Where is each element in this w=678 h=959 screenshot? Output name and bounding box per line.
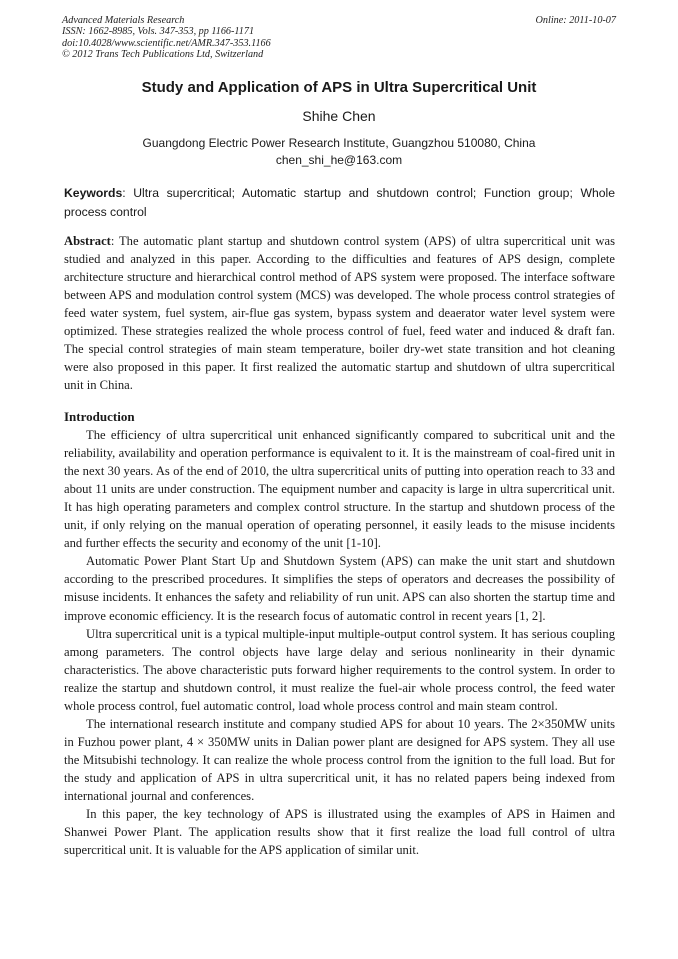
introduction-section [64, 408, 615, 859]
intro-paragraph: In this paper, the key technology of APS is illustrated using the examples of APS in Haimen and Shanwei Power Plant. The application results show that it first realize the load full control of ultra supercritical unit. It is valuable for the APS application of similar unit. [64, 807, 615, 858]
keywords [64, 184, 615, 221]
intro-paragraph: Automatic Power Plant Start Up and Shutdown System (APS) can make the unit start and shutdown according to the prescribed procedures. It simplifies the steps of operators and decreases the possibility of misuse incidents. It enhances the safety and reliability of run unit. APS can also shorten the startup time and improve economic efficiency. It is the research focus of automatic control in recent years [1, 2]. [64, 554, 615, 623]
journal-name: Advanced Materials Research [62, 15, 185, 26]
intro-paragraph: The international research institute and company studied APS for about 10 years. The 2×350MW units in Fuzhou power plant, 4 × 350MW units in Dalian power plant are designed for APS system. They all use the Mitsubishi technology. It can realize the whole process control from the ignition to the full load. But for the study and application of APS in ultra supercritical unit, it has no related papers being indexed from international journal and conferences. [64, 716, 615, 803]
abstract-text: : The automatic plant startup and shutdown control system (APS) of ultra supercritical unit was studied and analyzed in this paper. According to the difficulties and features of APS design, complete architecture structure and hierarchical control method of APS system were proposed. The interface software between APS and modulation control system (MCS) was developed. The whole process control strategies of feed water system, fuel system, air-flue gas system, bypass system and deaerator water level system were optimized. These strategies realized the whole process control of fuel, feed water and induced & draft fan. The special control strategies of main steam temperature, boiler dry-wet state transition and hot cleaning were also proposed in this paper. It first realized the automatic startup and shutdown of ultra supercritical unit in China. [64, 234, 615, 393]
journal-header [62, 15, 616, 61]
copyright-line: © 2012 Trans Tech Publications Ltd, Switzerland [62, 49, 264, 61]
online-date: Online: 2011-10-07 [535, 15, 616, 26]
affiliation: Guangdong Electric Power Research Institute, Guangzhou 510080, China [142, 136, 536, 150]
affiliation-block [0, 135, 678, 169]
abstract [64, 232, 615, 394]
keywords-label: Keywords [64, 186, 123, 200]
doi-line: doi:10.4028/www.scientific.net/AMR.347-353.1166 [62, 37, 271, 49]
author-name: Shihe Chen [302, 108, 376, 124]
author-email: chen_shi_he@163.com [275, 153, 403, 167]
keywords-text: : Ultra supercritical; Automatic startup and shutdown control; Function group; Whole process control [64, 186, 615, 219]
abstract-label: Abstract [64, 234, 111, 248]
paper-title: Study and Application of APS in Ultra Supercritical Unit [141, 79, 537, 96]
intro-paragraph: The efficiency of ultra supercritical unit enhanced significantly compared to subcritical unit and the reliability, availability and operation performance is equivalent to it. It is the mainstream of coal-fired unit in the next 30 years. As of the end of 2010, the ultra supercritical units of putting into operation reach to 33 and about 11 units are under construction. The equipment number and capacity is large in ultra supercritical unit. It has high operating parameters and complex control structure. In the startup and shutdown process of the unit, if only relying on the manual operation of operating personnel, it easily leads to the misuse incidents and further effects the security and economy of the unit [1-10]. [64, 428, 615, 551]
issn-line: ISSN: 1662-8985, Vols. 347-353, pp 1166-1171 [62, 26, 255, 38]
intro-paragraph: Ultra supercritical unit is a typical multiple-input multiple-output control system. It has serious coupling among parameters. The control objects have large delay and serious nonlinearity in their dynamic characteristics. The above characteristic puts forward higher requirements to the control system. In order to realize the startup and shutdown control, it must realize the fuel-air whole process control, the feed water whole process control, fuel automatic control, load whole process control and main steam control. [64, 626, 615, 713]
introduction-heading: Introduction [64, 409, 135, 424]
